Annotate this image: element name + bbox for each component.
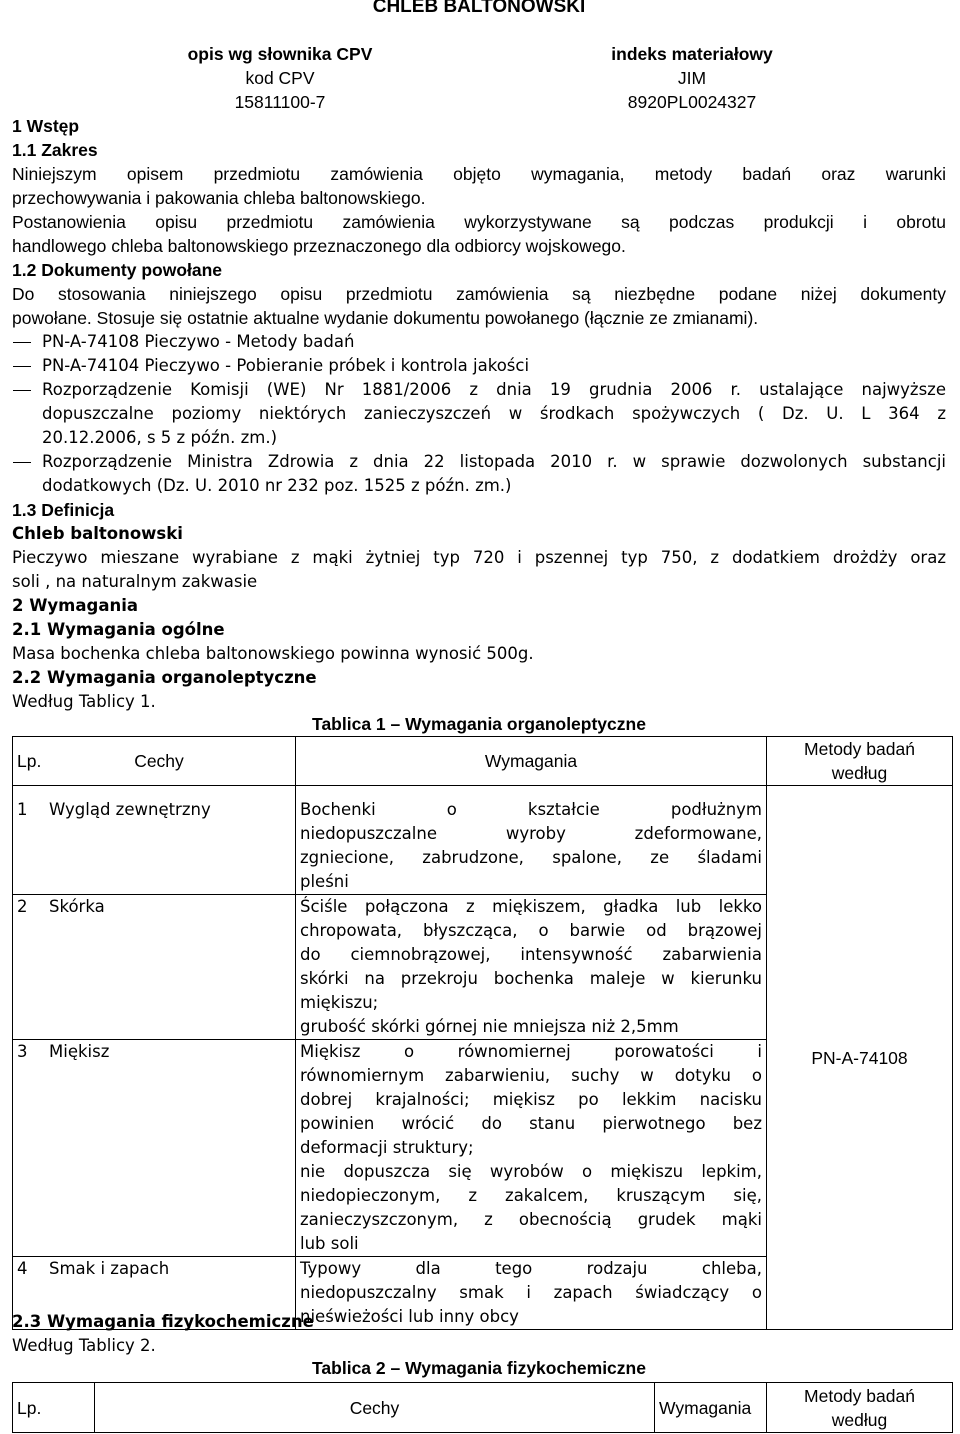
header-lp: Lp.: [13, 1383, 95, 1433]
table-row: 3 Miękisz Miękisz o równomiernej porowatości i równomiernym zabarwieniu, suchy w dotyku o dobrej krajalności; miękisz po lekkim nacisku powinien wrócić do stanu pierwotnego bez deformacji struktury; nie dopuszcza się wyrobów o miękiszu lepkim, niedopieczonym, z zakalcem, kruszącym się, zanieczyszczonym, z obecnością grudek mąki lub soli: [13, 1040, 953, 1257]
document-page: [12, 0, 946, 1434]
table-2-physicochemical: [12, 1382, 953, 1433]
documents-paragraph-line: Do stosowania niniejszego opisu przedmiotu zamówienia są niezbędne podane niżej dokumenty: [12, 284, 946, 304]
dash-bullet: [13, 462, 31, 463]
feature-name: Wygląd zewnętrzny: [49, 800, 211, 819]
table-1-organoleptic: [12, 736, 953, 1330]
header-metody: Metody badań według: [767, 737, 953, 786]
section-2-heading: 2 Wymagania: [12, 596, 138, 615]
table-row: 4 Smak i zapach Typowy dla tego rodzaju chleba, niedopuszczalny smak i zapach świadczący o nieświeżości lub inny obcy: [13, 1257, 953, 1330]
section-1-heading: 1 Wstęp: [12, 116, 80, 136]
table-row: 2 Skórka Ściśle połączona z miękiszem, gładka lub lekko chropowata, błyszcząca, o barwie od brązowej do ciemnobrązowej, intensywność zabarwienia skórki na przekroju bochenka maleje w kierunku miękiszu; grubość skórki górnej nie mniejsza niż 2,5mm: [13, 895, 953, 1040]
cpv-label: opis wg słownika CPV: [187, 44, 373, 64]
table-1-reference: Według Tablicy 1.: [12, 692, 156, 711]
header-wymagania: Wymagania: [655, 1383, 767, 1433]
document-title: CHLEB BALTONOWSKI: [372, 0, 586, 17]
definition-term: Chleb baltonowski: [12, 524, 183, 543]
referenced-document-item: Rozporządzenie Komisji (WE) Nr 1881/2006 z dnia 19 grudnia 2006 r. ustalające najwyższe dopuszczalne poziomy niektórych zanieczyszczeń w środkach spożywczych ( Dz. U. L 364 z 20.12.2006, s 5 z późn. zm.): [12, 378, 946, 450]
referenced-document-item: Rozporządzenie Ministra Zdrowia z dnia 22 listopada 2010 r. w sprawie dozwolonych substancji dodatkowych (Dz. U. 2010 nr 232 poz. 1525 z późn. zm.): [12, 450, 946, 498]
cpv-code-label: kod CPV: [245, 68, 315, 88]
section-2-3-heading: 2.3 Wymagania fizykochemiczne: [12, 1312, 314, 1331]
scope-paragraph-line: Niniejszym opisem przedmiotu zamówienia objęto wymagania, metody badań oraz warunki: [12, 164, 946, 184]
dash-bullet: [13, 390, 31, 391]
table-2-caption: Tablica 2 – Wymagania fizykochemiczne: [312, 1358, 646, 1378]
table-1-caption: Tablica 1 – Wymagania organoleptyczne: [312, 714, 646, 734]
header-lp-cechy: Lp. Cechy: [13, 737, 296, 786]
referenced-document-item: PN-A-74108 Pieczywo - Metody badań: [12, 330, 946, 354]
feature-name: Miękisz: [49, 1042, 110, 1061]
cpv-code-value: 15811100-7: [234, 92, 326, 112]
table-2-header-row: [13, 1383, 953, 1433]
table-2-reference: Według Tablicy 2.: [12, 1336, 156, 1355]
requirement-text: Bochenki o kształcie podłużnym niedopuszczalne wyroby zdeformowane, zgniecione, zabrudzone, spalone, ze śladami pleśni: [296, 786, 767, 895]
header-metody: Metody badań według: [767, 1383, 953, 1433]
scope-paragraph-line: Postanowienia opisu przedmiotu zamówienia wykorzystywane są podczas produkcji i obrotu: [12, 212, 946, 232]
documents-paragraph-line: powołane. Stosuje się ostatnie aktualne wydanie dokumentu powołanego (łącznie ze zmianami).: [12, 308, 759, 328]
scope-paragraph-line: przechowywania i pakowania chleba baltonowskiego.: [12, 188, 426, 208]
section-1-3-heading: 1.3 Definicja: [12, 500, 115, 520]
jim-label: JIM: [677, 68, 707, 88]
section-2-1-heading: 2.1 Wymagania ogólne: [12, 620, 225, 639]
table-1-header-row: [13, 737, 953, 786]
material-index-value: 8920PL0024327: [627, 92, 757, 112]
definition-text-line: Pieczywo mieszane wyrabiane z mąki żytniej typ 720 i pszennej typ 750, z dodatkiem drożdży oraz: [12, 548, 946, 567]
requirement-text: Typowy dla tego rodzaju chleba, niedopuszczalny smak i zapach świadczący o nieświeżości lub inny obcy: [296, 1257, 767, 1330]
material-index-label: indeks materiałowy: [611, 44, 773, 64]
method-value: PN-A-74108: [767, 786, 953, 1330]
requirement-text: Ściśle połączona z miękiszem, gładka lub lekko chropowata, błyszcząca, o barwie od brązowej do ciemnobrązowej, intensywność zabarwienia skórki na przekroju bochenka maleje w kierunku miękiszu; grubość skórki górnej nie mniejsza niż 2,5mm: [296, 895, 767, 1040]
dash-bullet: [13, 342, 31, 343]
section-1-1-heading: 1.1 Zakres: [12, 140, 98, 160]
header-wymagania: Wymagania: [296, 737, 767, 786]
dash-bullet: [13, 366, 31, 367]
definition-text-line: soli , na naturalnym zakwasie: [12, 572, 258, 591]
header-cechy: Cechy: [95, 1383, 655, 1433]
referenced-document-item: PN-A-74104 Pieczywo - Pobieranie próbek i kontrola jakości: [12, 354, 946, 378]
section-1-2-heading: 1.2 Dokumenty powołane: [12, 260, 223, 280]
feature-name: Skórka: [49, 897, 105, 916]
scope-paragraph-line: handlowego chleba baltonowskiego przeznaczonego dla odbiorcy wojskowego.: [12, 236, 626, 256]
feature-name: Smak i zapach: [49, 1259, 170, 1278]
general-requirements-text: Masa bochenka chleba baltonowskiego powinna wynosić 500g.: [12, 644, 534, 663]
table-row: 1 Wygląd zewnętrzny Bochenki o kształcie podłużnym niedopuszczalne wyroby zdeformowane, zgniecione, zabrudzone, spalone, ze śladami pleśni PN-A-74108: [13, 786, 953, 895]
requirement-text: Miękisz o równomiernej porowatości i równomiernym zabarwieniu, suchy w dotyku o dobrej krajalności; miękisz po lekkim nacisku powinien wrócić do stanu pierwotnego bez deformacji struktury; nie dopuszcza się wyrobów o miękiszu lepkim, niedopieczonym, z zakalcem, kruszącym się, zanieczyszczonym, z obecnością grudek mąki lub soli: [296, 1040, 767, 1257]
section-2-2-heading: 2.2 Wymagania organoleptyczne: [12, 668, 317, 687]
